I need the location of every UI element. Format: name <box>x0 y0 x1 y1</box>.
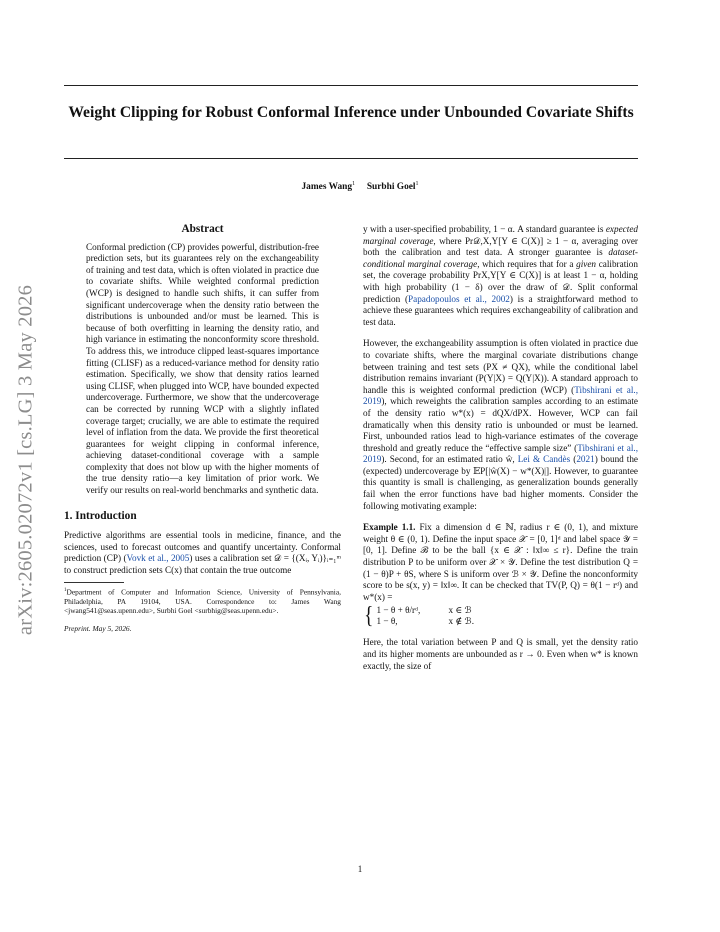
case-value: 1 − θ + θ/rᵈ, <box>376 605 421 616</box>
author-name: James Wang <box>301 182 353 193</box>
case-row <box>377 616 475 627</box>
example-paragraph <box>363 522 638 630</box>
footnote-divider <box>64 582 124 583</box>
footnote-mark: 1 <box>64 588 67 594</box>
case-value: 1 − θ, <box>376 616 398 627</box>
text-span: ( <box>570 454 577 465</box>
footnote <box>64 586 341 614</box>
arxiv-identifier-text: arXiv:2605.02072v1 [cs.LG] 3 May 2026 <box>14 284 37 636</box>
emphasis: given <box>576 258 597 269</box>
intro-paragraph <box>363 338 638 512</box>
citation-link[interactable]: Papadopoulos et al., 2002 <box>408 293 510 304</box>
author-list <box>0 181 720 192</box>
author-name: Surbhi Goel <box>366 182 416 193</box>
footnote-text: Department of Computer and Information Science, University of Pennsylvania, Philadelphia, PA 19104, USA. Correspondence to: James Wang <jwang541@seas.upenn.edu>, Surbhi Goel <surbhig@seas.upenn.edu>. <box>64 587 341 615</box>
intro-paragraph <box>64 530 341 576</box>
preprint-note: Preprint. May 5, 2026. <box>64 623 132 633</box>
text-span: ) bound the (expected) undercoverage by 𝔼P[|ŵ(X) − w*(X)|]. However, to guarantee this quantity is small is challenging, as generalization bounds generally fail when the error functions have bad higher moments. Consider the following motivating example: <box>363 454 639 511</box>
case-condition: x ∉ ℬ <box>448 616 472 627</box>
citation-link[interactable]: 2021 <box>576 454 595 465</box>
abstract-heading: Abstract <box>181 223 224 235</box>
intro-paragraph: Here, the total variation between P and Q is small, yet the density ratio and its higher moments are unbounded as r → 0. Even when w* is known exactly, the size of <box>363 637 638 671</box>
page-number: 1 <box>357 864 363 874</box>
emphasis: expected marginal coverage <box>363 224 638 246</box>
paper-title: Weight Clipping for Robust Conformal Inference under Unbounded Covariate Shifts <box>68 104 634 121</box>
text-span: , which requires that for a <box>477 258 577 269</box>
text-span: ) uses a calibration set 𝒟 = {(Xᵢ, Yᵢ)}ᵢ₌₁ᵐ to construct prediction sets C(x) that contain the true outcome <box>64 553 341 576</box>
section-heading-introduction: 1. Introduction <box>64 509 137 522</box>
text-span: calibration set, the coverage probability PrX,Y[Y ∈ C(X)] is at least 1 − α, holding with high probability (1 − δ) over the draw of 𝒟. Split conformal prediction ( <box>363 258 638 304</box>
piecewise-definition <box>363 603 475 630</box>
citation-link[interactable]: Lei & Candès <box>517 454 571 465</box>
left-column <box>64 224 341 634</box>
case-row <box>377 605 475 616</box>
text-span: ), which reweights the calibration samples according to an estimate of the density ratio w*(x) = dQX/dPX. However, WCP can fail dramatically when this density ratio is unbounded or must be learned. First, unbounded ratios lead to high-variance estimates of the coverage threshold and greatly reduce the “effective sample size” ( <box>363 396 638 453</box>
case-rows <box>377 605 475 627</box>
emphasis: dataset-conditional marginal coverage <box>363 247 638 269</box>
case-condition: x ∈ ℬ <box>448 605 472 616</box>
text-span: However, the exchangeability assumption is often violated in practice due to covariate shifts, where the marginal covariate distributions change between training and test sets (PX ≠ QX), while the conditional label distribution remains invariant (P(Y|X) = Q(Y|X)). A standard approach to handle this is weighted conformal prediction (WCP) ( <box>363 338 638 395</box>
citation-link[interactable]: Tibshirani et al., 2019 <box>363 384 638 407</box>
text-span: ). Second, for an estimated ratio ŵ, <box>381 454 518 465</box>
text-span: y with a user-specified probability, 1 − α. A standard guarantee is <box>363 224 606 234</box>
left-brace: { <box>364 603 374 630</box>
text-span: ) is a straightforward method to achieve these guarantees which requires exchangeability of calibration and test data. <box>363 293 639 327</box>
text-span: , where Pr𝒟,X,Y[Y ∈ C(X)] ≥ 1 − α, averaging over both the calibration and test data. A stronger guarantee is <box>363 235 638 258</box>
abstract-body: Conformal prediction (CP) provides powerful, distribution-free prediction sets, but its guarantees rely on the exchangeability of training and test data, which is often violated in practice due to covariate shifts. While weighted conformal prediction (WCP) is designed to handle such shifts, it can suffer from significant undercoverage when the density ratio between the distributions is unbounded and/or must be learned. This is because of both overfitting in learning the density ratio, and high variance in estimating the nonconformity score threshold. To address this, we introduce clipped least-squares importance fitting (CLISF) as a reduced-variance method for density ratio estimation. Specifically, we show that density ratios learned using CLISF, when plugged into WCP, have bounded expected undercoverage. Furthermore, we show that the undercoverage can be corrected by running WCP with a slightly inflated coverage target; crucially, we are able to estimate the required level of inflation from the data. We provide the first theoretical guarantees for weight clipping in conformal inference, achieving dataset-conditional coverage with a sample complexity that does not blow up with the higher moments of the true density ratio—a key limitation of prior work. We verify our results on real-world benchmarks and synthetic data. <box>86 241 319 496</box>
title-rule-bottom <box>64 158 638 159</box>
citation-link[interactable]: Tibshirani et al., 2019 <box>363 442 638 465</box>
text-span: Fix a dimension d ∈ ℕ, radius r ∈ (0, 1), and mixture weight θ ∈ (0, 1). Define the input space 𝒳 = [0, 1]ᵈ and label space 𝒴 = [0, 1]. Define ℬ to be the ball {x ∈ 𝒳 : ‖x‖∞ ≤ r}. Define the train distribution P to be uniform over 𝒳 × 𝒴. Define the test distribution Q = (1 − θ)P + θS, where S is uniform over ℬ × 𝒴. Define the nonconformity score to be s(x, y) = ‖x‖∞. It can be checked that TV(P, Q) = θ(1 − rᵈ) and w*(x) = <box>363 522 638 602</box>
text-span: Predictive algorithms are essential tools in medicine, finance, and the sciences, used to forecast outcomes and quantify uncertainty. Conformal prediction (CP) ( <box>64 530 341 564</box>
author-affiliation-mark: 1 <box>352 181 356 187</box>
right-column <box>363 224 638 672</box>
case-end: . <box>471 616 475 627</box>
author-affiliation-mark: 1 <box>415 181 419 187</box>
citation-link[interactable]: Vovk et al., 2005 <box>126 553 190 564</box>
intro-paragraph <box>363 224 638 328</box>
example-label: Example 1.1. <box>363 522 416 533</box>
title-rule-top <box>64 85 638 86</box>
